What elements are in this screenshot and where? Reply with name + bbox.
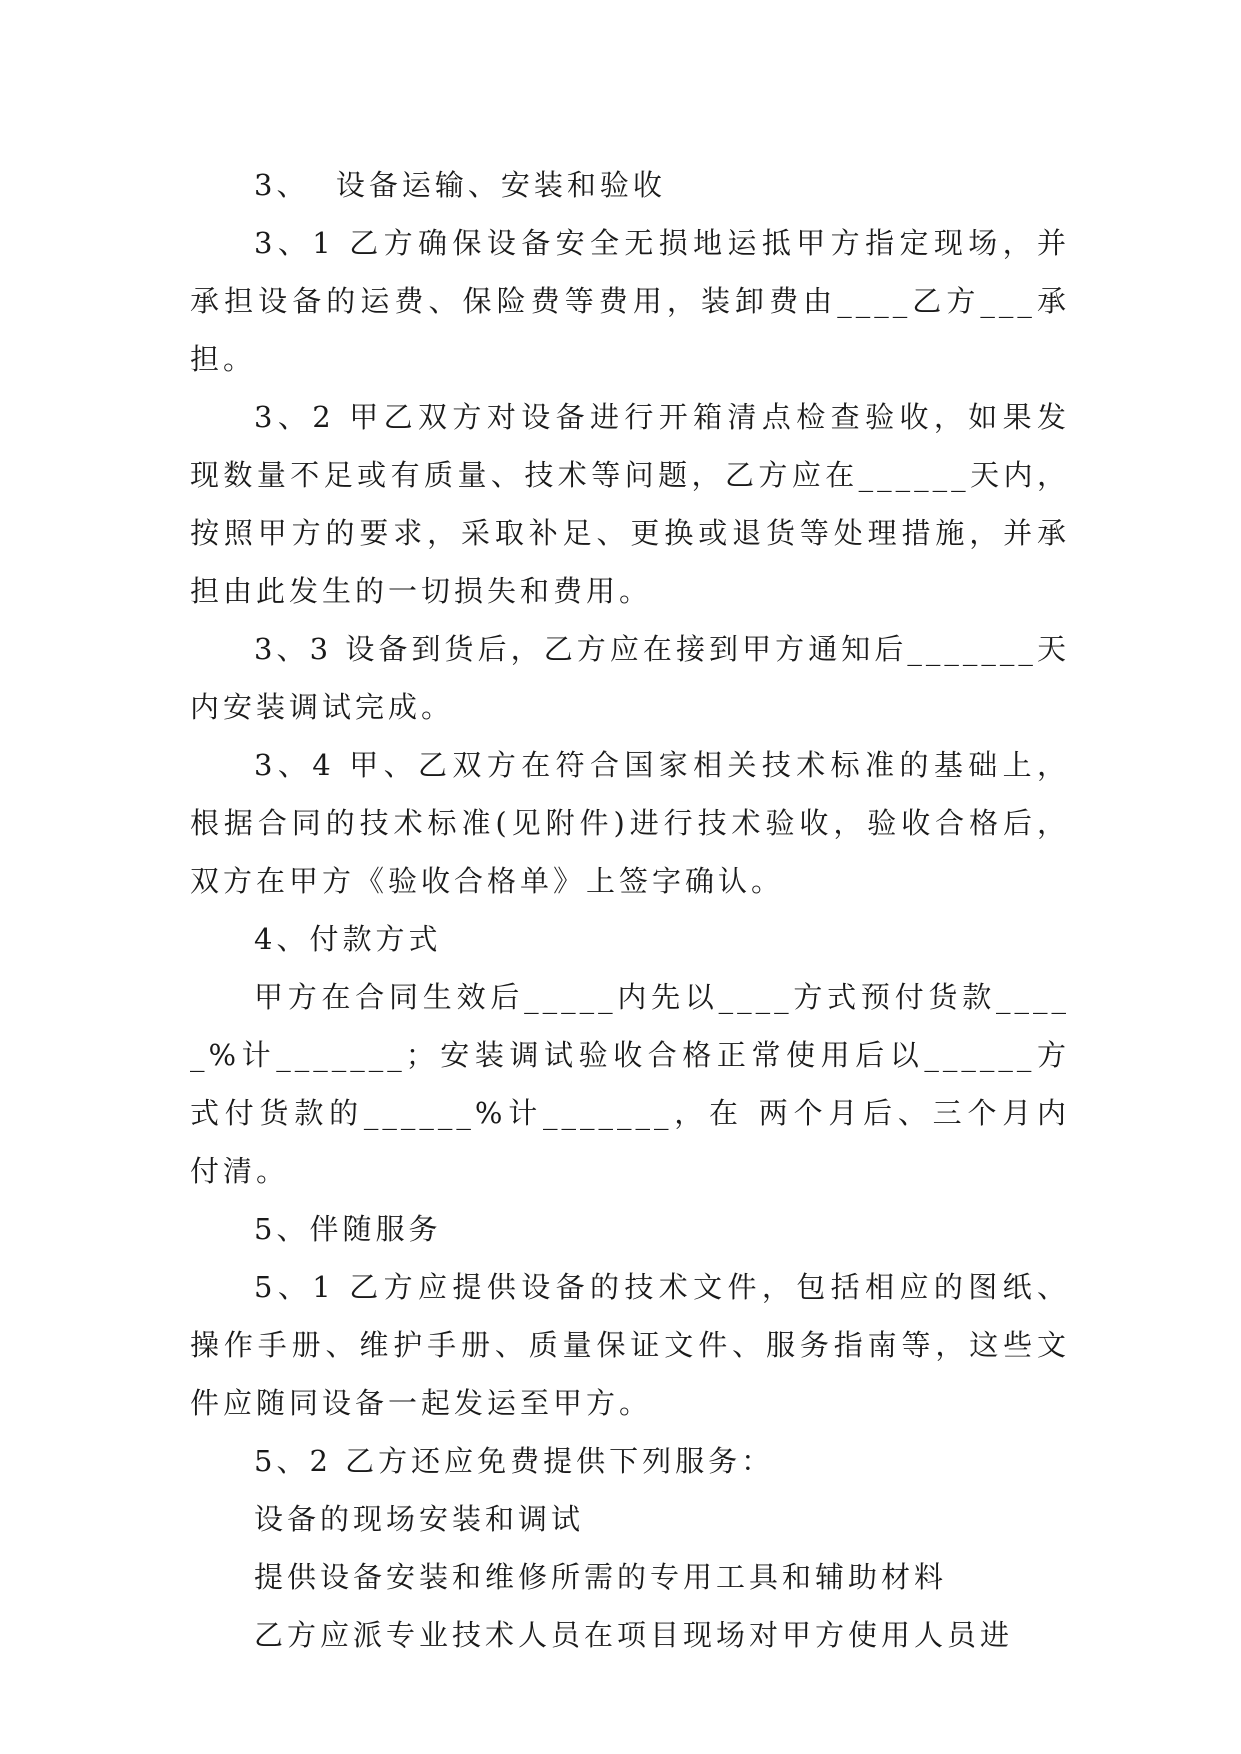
- section-heading-payment: 4、付款方式: [254, 922, 442, 956]
- clause-5-1: 5、1 乙方应提供设备的技术文件，包括相应的图纸、操作手册、维护手册、质量保证文件、服务指南等，这些文件应随同设备一起发运至甲方。: [190, 1270, 1070, 1420]
- clause-3-4: 3、4 甲、乙双方在符合国家相关技术标准的基础上，根据合同的技术标准(见附件)进行技术验收，验收合格后，双方在甲方《验收合格单》上签字确认。: [190, 748, 1070, 898]
- clause-3-3: 3、3 设备到货后，乙方应在接到甲方通知后_______天内安装调试完成。: [190, 632, 1070, 724]
- section-heading-transport: 3、 设备运输、安装和验收: [254, 168, 666, 202]
- service-item-tools: 提供设备安装和维修所需的专用工具和辅助材料: [254, 1560, 948, 1594]
- service-item-training: 乙方应派专业技术人员在项目现场对甲方使用人员进: [254, 1618, 1014, 1652]
- service-item-installation: 设备的现场安装和调试: [254, 1502, 585, 1536]
- section-heading-services: 5、伴随服务: [254, 1212, 442, 1246]
- payment-terms: 甲方在合同生效后_____内先以____方式预付货款_____%计_______；安装调试验收合格正常使用后以______方式付货款的______%计_______，在 两个月后、三个月内 付清。: [190, 980, 1070, 1188]
- clause-5-2: 5、2 乙方还应免费提供下列服务：: [254, 1444, 775, 1478]
- clause-3-1: 3、1 乙方确保设备安全无损地运抵甲方指定现场，并承担设备的运费、保险费等费用，装卸费由____乙方___承担。: [190, 226, 1070, 376]
- document-body: [190, 156, 1070, 1664]
- clause-3-2: 3、2 甲乙双方对设备进行开箱清点检查验收，如果发现数量不足或有质量、技术等问题，乙方应在______天内，按照甲方的要求，采取补足、更换或退货等处理措施，并承担由此发生的一切损失和费用。: [190, 400, 1070, 608]
